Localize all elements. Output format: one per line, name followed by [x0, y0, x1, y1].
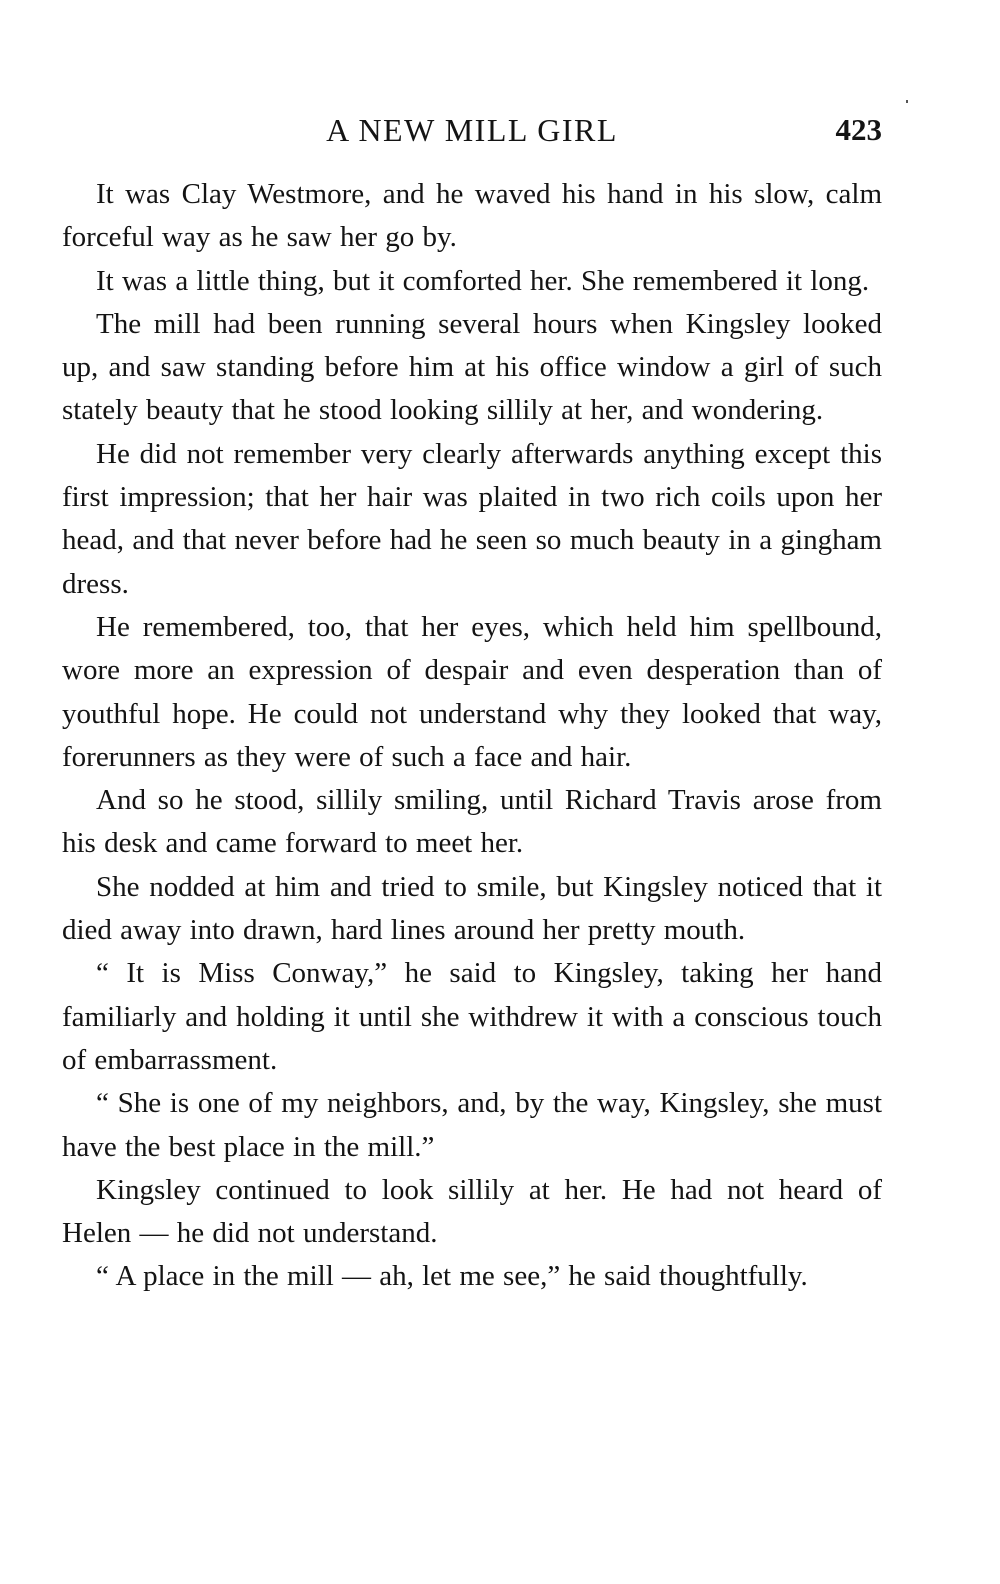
- paragraph: She nodded at him and tried to smile, but Kingsley noticed that it died away into drawn, hard lines around her pretty mouth.: [62, 870, 882, 947]
- body-text: [62, 173, 882, 1299]
- paragraph: “ A place in the mill — ah, let me see,” he said thoughtfully.: [96, 1260, 808, 1293]
- running-head: A NEW MILL GIRL: [326, 112, 618, 148]
- paragraph: He did not remember very clearly afterwards anything except this first impression; that her hair was plaited in two rich coils upon her head, and that never before had he seen so much beauty in a gingham dress.: [62, 437, 882, 600]
- paragraph: He remembered, too, that her eyes, which held him spellbound, wore more an expression of despair and even desperation than of youthful hope. He could not understand why they looked that way, forerunners as they were of such a face and hair.: [62, 610, 882, 773]
- paragraph: “ It is Miss Conway,” he said to Kingsley, taking her hand familiarly and holding it until she withdrew it with a conscious touch of embarrassment.: [62, 957, 882, 1076]
- paragraph: “ She is one of my neighbors, and, by the way, Kingsley, she must have the best place in the mill.”: [62, 1087, 882, 1163]
- paragraph: The mill had been running several hours when Kingsley looked up, and saw standing before him at his office window a girl of such stately beauty that he stood looking sillily at her, and wondering.: [62, 307, 882, 427]
- paragraph: It was a little thing, but it comforted her. She remembered it long.: [96, 264, 870, 297]
- paragraph: It was Clay Westmore, and he waved his hand in his slow, calm forceful way as he saw her go by.: [62, 178, 882, 254]
- print-speck: [906, 100, 908, 103]
- paragraph: And so he stood, sillily smiling, until Richard Travis arose from his desk and came forward to meet her.: [62, 784, 882, 860]
- paragraph: Kingsley continued to look sillily at her. He had not heard of Helen — he did not understand.: [62, 1173, 882, 1250]
- page-number: 423: [835, 112, 882, 147]
- page-header: [62, 105, 882, 155]
